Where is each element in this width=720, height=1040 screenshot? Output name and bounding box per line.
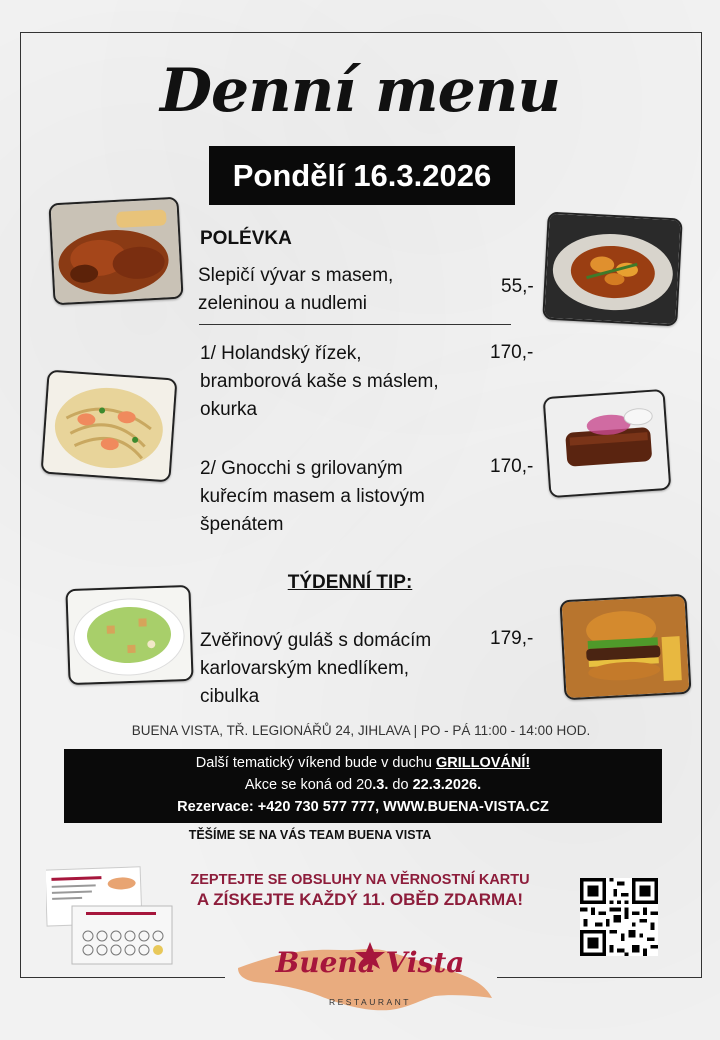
promo-line-2-d: 22.3.2026. — [412, 777, 482, 793]
promo-line-2-c: do — [388, 777, 413, 793]
tip-line-2: karlovarským knedlíkem, — [200, 658, 410, 679]
promo-line-3 — [64, 796, 662, 818]
photo-ribs — [543, 389, 672, 498]
date-banner — [209, 146, 515, 205]
logo-subtitle: RESTAURANT — [329, 997, 411, 1007]
main-1-line-1: 1/ Holandský řízek, — [200, 343, 362, 364]
loyalty-line-2: A ZÍSKEJTE KAŽDÝ 11. OBĚD ZDARMA! — [196, 890, 524, 909]
weekly-tip-heading: TÝDENNÍ TIP: — [287, 572, 413, 593]
photo-burger — [559, 594, 691, 701]
promo-highlight: GRILLOVÁNÍ! — [435, 755, 531, 771]
soup-line-2: zeleninou a nudlemi — [198, 293, 368, 314]
promo-box — [64, 749, 662, 823]
photo-shrimp-pasta — [41, 370, 178, 483]
welcome-text: TĚŠÍME SE NA VÁS TEAM BUENA VISTA — [188, 828, 432, 842]
frame-bottom-right — [497, 977, 701, 978]
date-label: Pondělí 16.3.2026 — [232, 157, 492, 193]
page-title: Denní menu — [159, 56, 561, 126]
qr-code[interactable] — [580, 878, 658, 956]
promo-line-1 — [64, 752, 662, 774]
frame-bottom-left — [20, 977, 225, 978]
promo-line-2-b: .3. — [372, 777, 389, 793]
photo-caesar-salad — [65, 585, 193, 685]
soup-description — [198, 262, 393, 318]
main-2-line-3: špenátem — [200, 514, 284, 535]
weekly-tip-price: 179,- — [490, 628, 534, 649]
promo-line-2-a: Akce se koná od 20 — [244, 777, 373, 793]
address-line: BUENA VISTA, TŘ. LEGIONÁŘŮ 24, JIHLAVA | PO - PÁ 11:00 - 14:00 HOD. — [131, 723, 591, 738]
photo-grilled-chicken — [48, 197, 183, 306]
main-2-line-1: 2/ Gnocchi s grilovaným — [200, 458, 403, 479]
loyalty-line-1: ZEPTEJTE SE OBSLUHY NA VĚRNOSTNÍ KARTU — [190, 872, 530, 888]
photo-beef-stir-fry — [542, 212, 682, 327]
tip-line-1: Zvěřinový guláš s domácím — [200, 630, 432, 651]
loyalty-banner — [160, 872, 560, 910]
main-1-line-3: okurka — [200, 399, 258, 420]
divider — [199, 324, 511, 325]
main-1-price: 170,- — [490, 342, 534, 363]
soup-price: 55,- — [501, 276, 534, 297]
main-1-line-2: bramborová kaše s máslem, — [200, 371, 439, 392]
main-2-line-2: kuřecím masem a listovým — [200, 486, 425, 507]
promo-line-1-text: Další tematický víkend bude v duchu — [195, 755, 436, 771]
main-1-description — [200, 340, 439, 424]
tip-line-3: cibulka — [200, 686, 260, 707]
loyalty-card-image — [46, 864, 176, 966]
weekly-tip-description — [200, 627, 431, 711]
main-2-price: 170,- — [490, 456, 534, 477]
reservation-text: Rezervace: +420 730 577 777, WWW.BUENA-VISTA.CZ — [177, 799, 549, 815]
soup-line-1: Slepičí vývar s masem, — [198, 265, 394, 286]
logo-name: Buena Vista — [275, 946, 465, 979]
main-2-description — [200, 455, 425, 539]
promo-line-2 — [64, 774, 662, 796]
soup-heading: POLÉVKA — [200, 228, 292, 249]
